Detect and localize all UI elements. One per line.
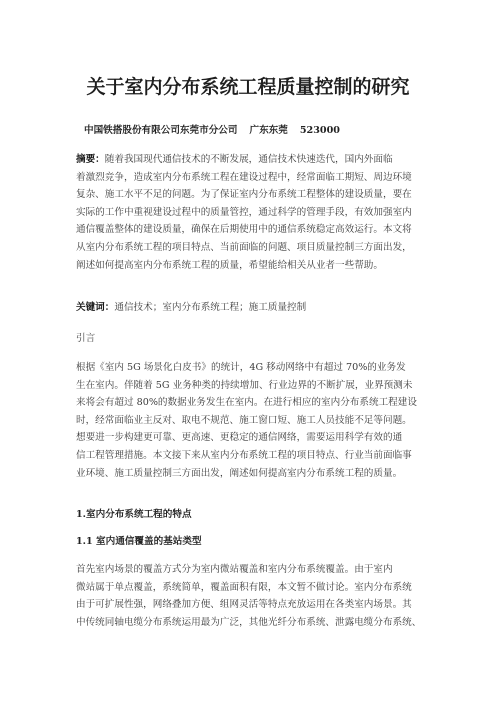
intro-line: 根据《室内 5G 场景化白皮书》的统计，4G 移动网络中有超过 70%的业务发 bbox=[76, 362, 406, 373]
affiliation-postcode: 523000 bbox=[299, 125, 340, 136]
affiliation-company: 中国铁搭股份有限公司东莞市分公司 bbox=[84, 125, 238, 136]
abstract-line: 从室内分布系统工程的项目特点、当前面临的问题、项目质量控制三方面出发， bbox=[76, 241, 412, 253]
intro-line: 想要进一步构建更可靠、更高速、更稳定的通信网络，需要运用科学有效的通 bbox=[76, 432, 403, 444]
section-1-1-line: 由于可扩展性强，网络叠加方便、组网灵活等特点充放运用在各类室内场景。其 bbox=[76, 599, 412, 611]
intro-line: 生在室内。伴随着 5G 业务种类的持续增加、行业边界的不断扩展，业界预测未 bbox=[76, 379, 413, 391]
abstract-label: 摘要： bbox=[76, 154, 105, 165]
section-1-1-line: 中传统同轴电缆分布系统运用最为广泛，其他光纤分布系统、泄露电缆分布系统、 bbox=[76, 616, 422, 628]
abstract-line: 实际的工作中重视建设过程中的质量管控，通过科学的管理手段，有效加强室内 bbox=[76, 206, 412, 218]
section-1-1-line: 首先室内场景的覆盖方式分为室内微站覆盖和室内分布系统覆盖。由于室内 bbox=[76, 564, 393, 575]
intro-line: 时，经常面临业主反对、取电不规范、施工窗口短、施工人员技能不足等问题。 bbox=[76, 414, 412, 426]
abstract-line: 阐述如何提高室内分布系统工程的质量，希望能给相关从业者一些帮助。 bbox=[76, 259, 383, 271]
keywords-label: 关键词： bbox=[76, 302, 115, 313]
section-1-1-heading: 1.1 室内通信覆盖的基站类型 bbox=[76, 536, 202, 547]
intro-block bbox=[76, 359, 436, 482]
affiliation-line bbox=[84, 124, 352, 138]
section-1-1-line: 微站属于单点覆盖，系统简单，覆盖面积有限，本文暂不做讨论。室内分布系统 bbox=[76, 581, 412, 593]
intro-line: 业环境、施工质量控制三方面出发，阐述如何提高室内分布系统工程的质量。 bbox=[76, 467, 403, 479]
intro-heading: 引言 bbox=[76, 333, 96, 344]
keywords-line bbox=[76, 299, 436, 317]
abstract-line: 摘要：随着我国现代通信技术的不断发展，通信技术快速迭代，国内外面临 bbox=[76, 154, 393, 165]
section-1-heading: 1.室内分布系统工程的特点 bbox=[76, 509, 192, 520]
abstract-block bbox=[76, 151, 436, 274]
abstract-line: 着激烈竞争，造成室内分布系统工程在建设过程中，经常面临工期短、周边环境 bbox=[76, 171, 412, 183]
keywords-block bbox=[76, 299, 436, 317]
intro-line: 来将会有超过 80%的数据业务发生在室内。在进行相应的室内分布系统工程建设 bbox=[76, 397, 417, 409]
affiliation-location: 广东东莞 bbox=[249, 125, 288, 136]
intro-line: 信工程管理措施。本文接下来从室内分布系统工程的项目特点、行业当前面临事 bbox=[76, 449, 412, 461]
abstract-line: 通信覆盖整体的建设质量，确保在后期使用中的通信系统稳定高效运行。本文将 bbox=[76, 224, 412, 236]
paper-title: 关于室内分布系统工程质量控制的研究 bbox=[86, 76, 410, 98]
abstract-line: 复杂、施工水平不足的问题。为了保证室内分布系统工程整体的建设质量，要在 bbox=[76, 189, 412, 201]
keywords-text: 通信技术；室内分布系统工程；施工质量控制 bbox=[114, 302, 307, 313]
section-1-1-block bbox=[76, 561, 436, 631]
